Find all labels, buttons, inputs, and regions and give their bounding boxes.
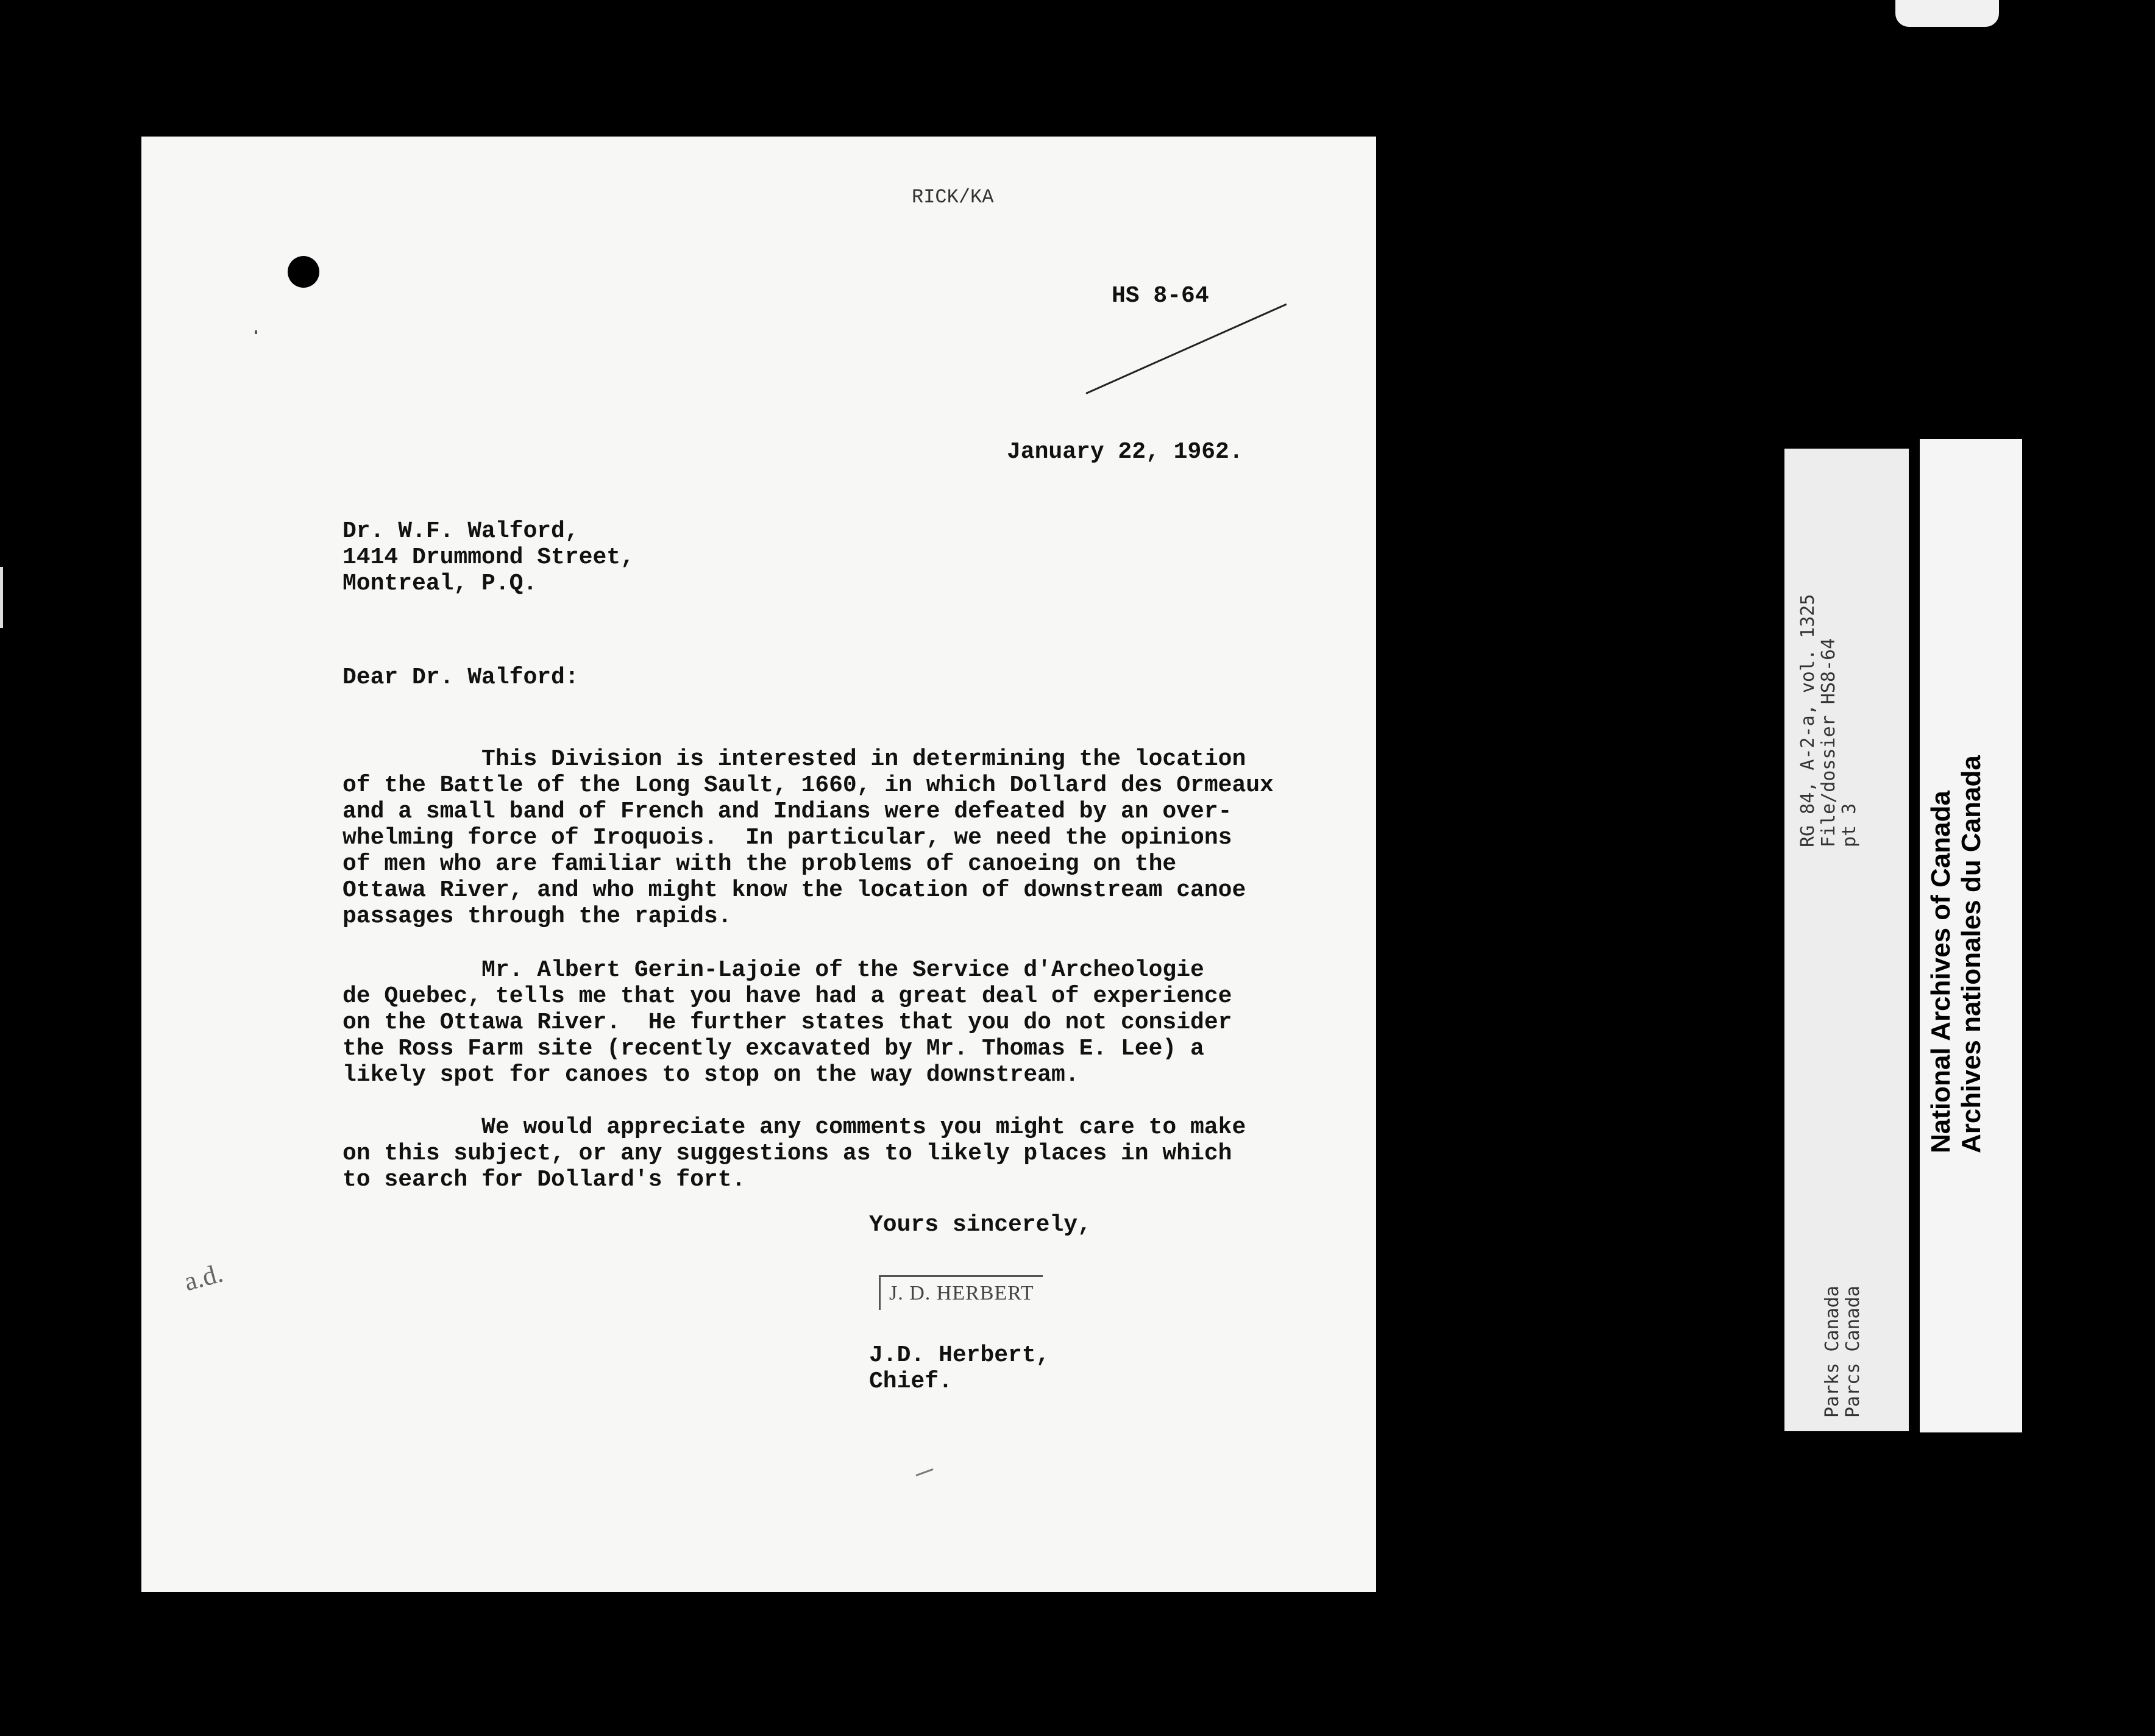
margin-annotation: a.d. [180,1258,226,1297]
address-line: Dr. W.F. Walford, [343,518,579,544]
pen-stroke [1085,304,1287,394]
reference-line: RG 84, A-2-a, vol. 1325 [1797,594,1819,847]
reference-line: pt 3 [1839,803,1860,847]
punch-hole [288,256,319,288]
agency-label [1822,1286,1864,1418]
speck [255,330,257,334]
recipient-address [343,518,634,597]
pen-mark [915,1468,933,1476]
letter-page [141,137,1376,1592]
closing: Yours sincerely, [869,1212,1092,1238]
signature-stamp: J. D. HERBERT [879,1275,1043,1310]
signer-name: J.D. Herbert, [869,1342,1050,1368]
agency-line: Parks Canada [1822,1286,1843,1418]
reference-line: File/dossier HS8-64 [1818,638,1839,847]
edge-mark [0,567,3,628]
archive-reference [1798,594,1860,847]
body-paragraph: This Division is interested in determining the location of the Battle of the Long Sault, 1660, in which Dollard des Ormeaux and a small band of French and Indians were defeated by an over- whelming force of Iroquois. In particular, we need the opinions of men who are familiar with the problems of canoeing on the Ottawa River, and who might know the location of downstream canoe passages through the rapids. [343,746,1274,930]
body-paragraph: Mr. Albert Gerin-Lajoie of the Service d'Archeologie de Quebec, tells me that you have had a great deal of experience on the Ottawa River. He further states that you do not consider the Ross Farm site (recently excavated by Mr. Thomas E. Lee) a likely spot for canoes to stop on the way downstream. [343,957,1232,1088]
institution-label [1926,755,1987,1153]
body-paragraph: We would appreciate any comments you might care to make on this subject, or any suggestions as to likely places in which to search for Dollard's fort. [343,1114,1246,1193]
address-line: 1414 Drummond Street, [343,544,634,571]
salutation: Dear Dr. Walford: [343,664,579,691]
address-line: Montreal, P.Q. [343,571,538,597]
letter-date: January 22, 1962. [1007,439,1243,465]
file-number: HS 8-64 [1112,283,1209,309]
institution-line: Archives nationales du Canada [1956,755,1986,1153]
agency-line: Parcs Canada [1842,1286,1864,1418]
typist-initials: RICK/KA [912,186,994,208]
signature-block [869,1342,1049,1395]
corner-tab [1895,0,1999,27]
signer-title: Chief. [869,1368,953,1395]
institution-line: National Archives of Canada [1926,791,1956,1153]
